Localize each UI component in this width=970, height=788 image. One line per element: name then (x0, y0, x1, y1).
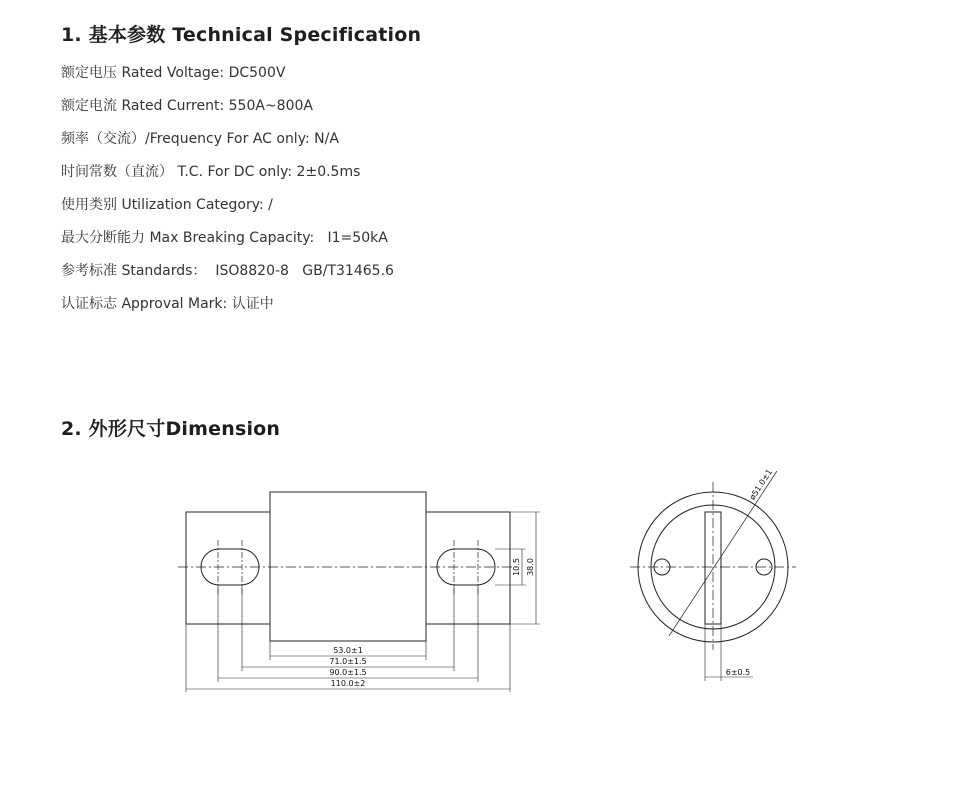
dim-label-71: 71.0±1.5 (329, 657, 367, 666)
spec-time-constant: 时间常数（直流） T.C. For DC only: 2±0.5ms (61, 164, 361, 180)
fuse-body-outline (270, 492, 426, 641)
dimension-section-title: 2. 外形尺寸Dimension (61, 418, 281, 440)
dim-label-diameter: ø51.0±1 (747, 467, 775, 502)
spec-standards: 参考标准 Standards： ISO8820-8 GB/T31465.6 (61, 263, 394, 279)
spec-section-title: 1. 基本参数 Technical Specification (61, 24, 422, 46)
dim-label-90: 90.0±1.5 (329, 668, 367, 677)
dim-label-38: 38.0 (526, 558, 535, 576)
diameter-leader (669, 471, 777, 636)
end-view-drawing (630, 471, 796, 681)
dim-label-110: 110.0±2 (330, 679, 366, 688)
spec-breaking-capacity: 最大分断能力 Max Breaking Capacity: I1=50kA (61, 230, 388, 246)
dim-label-53: 53.0±1 (333, 646, 363, 655)
spec-rated-voltage: 额定电压 Rated Voltage: DC500V (61, 65, 286, 81)
dim-label-10-5: 10.5 (512, 558, 521, 576)
dim-label-6: 6±0.5 (725, 668, 751, 677)
spec-frequency: 频率（交流）/Frequency For AC only: N/A (61, 131, 339, 147)
spec-approval-mark: 认证标志 Approval Mark: 认证中 (61, 296, 274, 312)
spec-rated-current: 额定电流 Rated Current: 550A~800A (61, 98, 313, 114)
spec-utilization-category: 使用类别 Utilization Category: / (61, 197, 273, 213)
